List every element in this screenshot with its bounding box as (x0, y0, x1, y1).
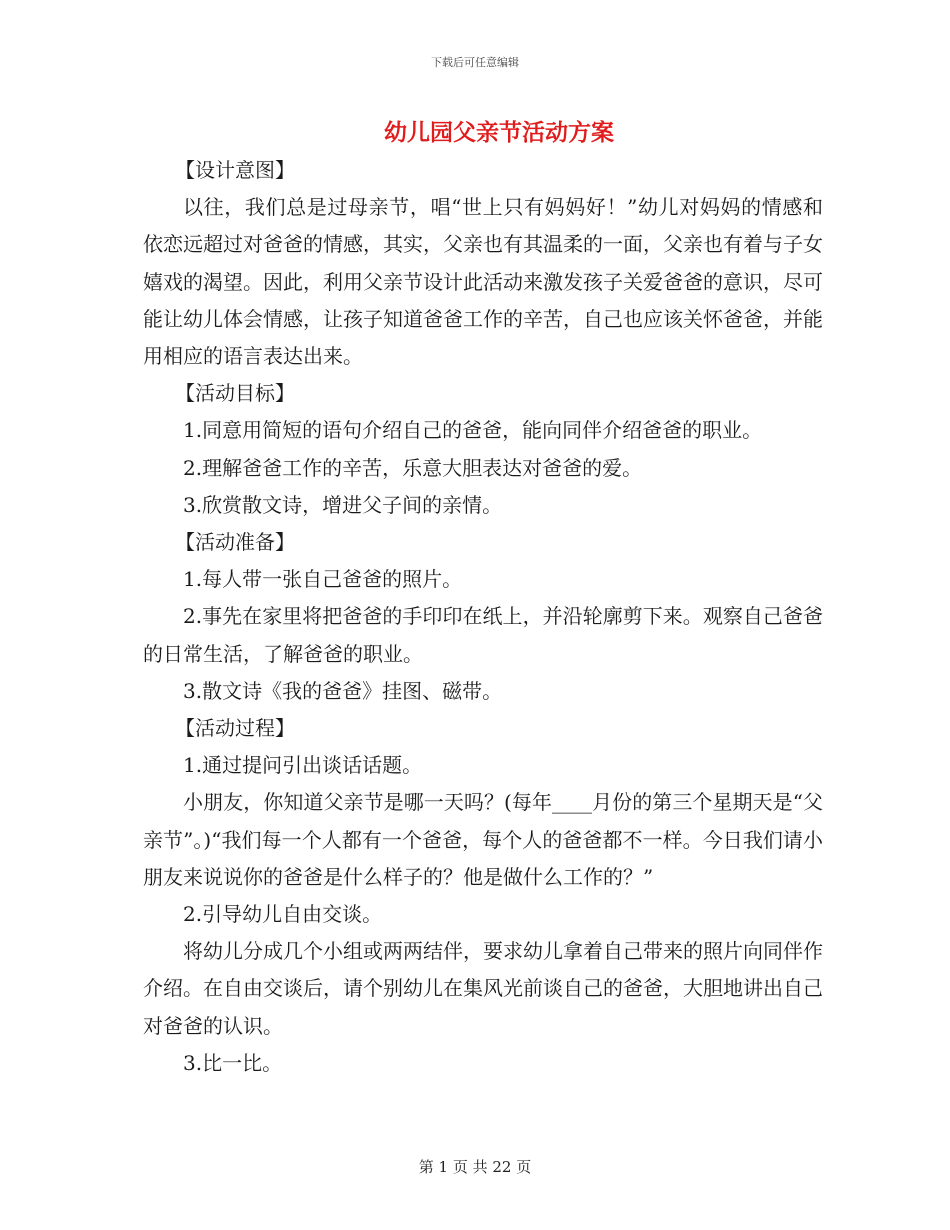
list-item-process-3: 3.比一比。 (183, 1050, 283, 1075)
section-heading-preparation: 【活动准备】 (175, 530, 295, 555)
list-item-prep-2: 2.事先在家里将把爸爸的手印印在纸上，并沿轮廓剪下来。观察自己爸爸的日常生活，了解爸爸的职业。 (143, 604, 823, 666)
paragraph-design-intent: 以往，我们总是过母亲节，唱“世上只有妈妈好！”幼儿对妈妈的情感和依恋远超过对爸爸的情感，其实，父亲也有其温柔的一面，父亲也有着与子女嬉戏的渴望。因此，利用父亲节设计此活动来激发孩子关爱爸爸的意识，尽可能让幼儿体会情感，让孩子知道爸爸工作的辛苦，自己也应该关怀爸爸，并能用相应的语言表达出来。 (143, 195, 823, 369)
list-item-goal-2: 2.理解爸爸工作的辛苦，乐意大胆表达对爸爸的爱。 (183, 455, 643, 480)
paragraph-process-2-detail: 将幼儿分成几个小组或两两结伴，要求幼儿拿着自己带来的照片向同伴作介绍。在自由交谈后，请个别幼儿在集风光前谈自己的爸爸，大胆地讲出自己对爸爸的认识。 (143, 939, 823, 1038)
section-heading-design-intent: 【设计意图】 (175, 158, 295, 182)
list-item-goal-3: 3.欣赏散文诗，增进父子间的亲情。 (183, 492, 503, 517)
page-header-note: 下载后可任意编辑 (431, 56, 519, 69)
list-item-prep-1: 1.每人带一张自己爸爸的照片。 (183, 567, 463, 592)
document-title: 幼儿园父亲节活动方案 (384, 119, 614, 146)
page-footer: 第 1 页 共 22 页 (418, 1158, 532, 1176)
list-item-goal-1: 1.同意用简短的语句介绍自己的爸爸，能向同伴介绍爸爸的职业。 (183, 418, 763, 443)
paragraph-process-1-detail: 小朋友，你知道父亲节是哪一天吗？(每年____月份的第三个星期天是“父亲节”。)“我们每一个人都有一个爸爸，每个人的爸爸都不一样。今日我们请小朋友来说说你的爸爸是什么样子的？他是做什么工作的？” (143, 790, 823, 889)
list-item-process-2: 2.引导幼儿自由交谈。 (183, 902, 383, 927)
list-item-prep-3: 3.散文诗《我的爸爸》挂图、磁带。 (183, 678, 503, 703)
section-heading-process: 【活动过程】 (175, 716, 295, 741)
document-body (143, 152, 823, 1082)
section-heading-goals: 【活动目标】 (175, 381, 295, 406)
list-item-process-1: 1.通过提问引出谈话话题。 (183, 753, 423, 778)
